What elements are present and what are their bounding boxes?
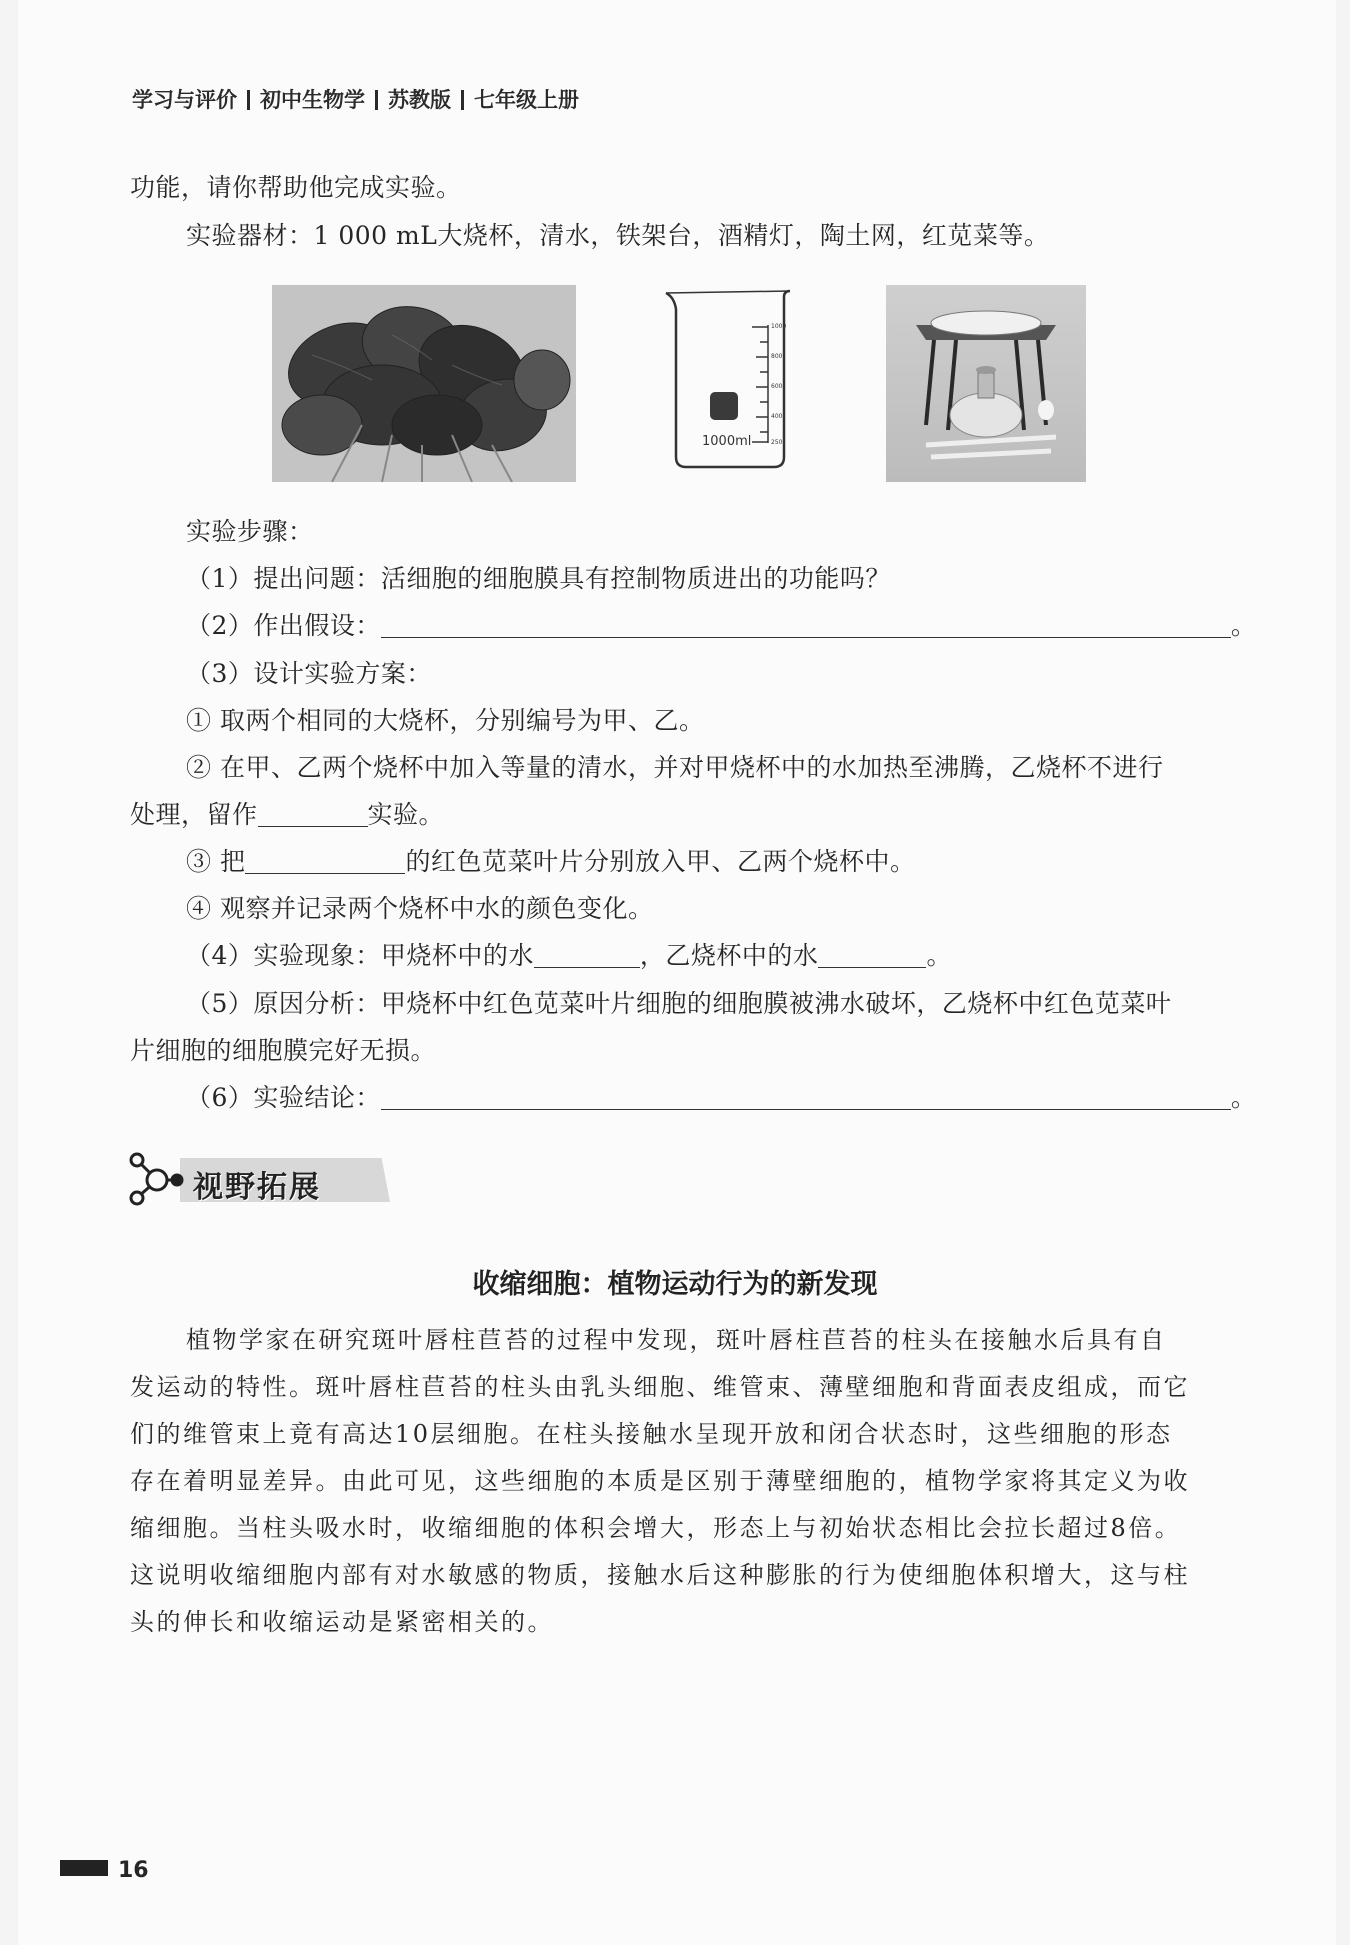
step-4-suffix: 。 <box>926 941 952 970</box>
step-6 <box>186 1082 1256 1114</box>
answer-blank-beaker-b[interactable] <box>818 941 926 968</box>
plan-2: ② 在甲、乙两个烧杯中加入等量的清水，并对甲烧杯中的水加热至沸腾，乙烧杯不进行 <box>186 753 1164 782</box>
beaker-drawing <box>660 287 798 475</box>
step-4-mid: ，乙烧杯中的水 <box>639 941 819 970</box>
beaker-tick-label: 600 <box>771 383 783 390</box>
molecule-icon <box>125 1148 187 1210</box>
page-number-marker <box>60 1860 108 1876</box>
plan-2-cont <box>130 799 444 831</box>
plan-3-prefix: ③ 把 <box>186 847 246 876</box>
plan-1: ① 取两个相同的大烧杯，分别编号为甲、乙。 <box>186 706 705 735</box>
plan-3-suffix: 的红色苋菜叶片分别放入甲、乙两个烧杯中。 <box>405 847 916 876</box>
materials-line: 实验器材：1 000 mL大烧杯，清水，铁架台，酒精灯，陶土网，红苋菜等。 <box>186 221 1050 250</box>
intro-line: 功能，请你帮助他完成实验。 <box>130 173 462 202</box>
plan-3 <box>186 846 915 878</box>
section-title: 视野拓展 <box>193 1170 321 1205</box>
beaker-tick-label: 1000 <box>771 323 787 330</box>
step-6-prefix: （6）实验结论： <box>186 1083 381 1112</box>
step-2-suffix: 。 <box>1230 611 1257 640</box>
answer-blank-conclusion[interactable] <box>381 1083 1231 1110</box>
steps-title: 实验步骤： <box>186 517 314 546</box>
step-4-prefix: （4）实验现象：甲烧杯中的水 <box>186 941 534 970</box>
step-2-prefix: （2）作出假设： <box>186 611 381 640</box>
step-1: （1）提出问题：活细胞的细胞膜具有控制物质进出的功能吗？ <box>186 564 891 593</box>
article-line: 这说明收缩细胞内部有对水敏感的物质，接触水后这种膨胀的行为使细胞体积增大，这与柱 <box>130 1561 1190 1589</box>
plan-2-prefix: 处理，留作 <box>130 800 258 829</box>
step-2 <box>186 610 1256 642</box>
step-6-suffix: 。 <box>1230 1083 1257 1112</box>
beaker-tick-label: 400 <box>771 413 783 420</box>
beaker-tick-label: 250 <box>771 439 783 446</box>
answer-blank-leaves[interactable] <box>245 847 405 874</box>
plan-2-suffix: 实验。 <box>367 800 445 829</box>
beaker-tick-label: 800 <box>771 353 783 360</box>
header-divider <box>461 90 464 110</box>
article-line: 植物学家在研究斑叶唇柱苣苔的过程中发现，斑叶唇柱苣苔的柱头在接触水后具有自 <box>186 1326 1167 1354</box>
answer-blank-hypothesis[interactable] <box>381 611 1231 638</box>
article-line: 们的维管束上竟有高达10层细胞。在柱头接触水呈现开放和闭合状态时，这些细胞的形态 <box>130 1420 1173 1448</box>
article-title: 收缩细胞：植物运动行为的新发现 <box>472 1269 878 1300</box>
section-heading <box>125 1148 355 1210</box>
plan-4: ④ 观察并记录两个烧杯中水的颜色变化。 <box>186 894 654 923</box>
page-number-text: 16 <box>118 1858 149 1883</box>
page-number <box>60 1858 149 1883</box>
header-edition: 苏教版 <box>388 88 451 112</box>
article-line: 缩细胞。当柱头吸水时，收缩细胞的体积会增大，形态上与初始状态相比会拉长超过8倍。 <box>130 1514 1182 1542</box>
step-5: （5）原因分析：甲烧杯中红色苋菜叶片细胞的细胞膜被沸水破坏，乙烧杯中红色苋菜叶 <box>186 989 1172 1018</box>
header-series: 学习与评价 <box>132 88 237 112</box>
amaranth-photo <box>272 285 576 482</box>
apparatus-figures <box>0 285 1350 485</box>
step-4 <box>186 940 952 972</box>
header-divider <box>375 90 378 110</box>
step-5-cont: 片细胞的细胞膜完好无损。 <box>130 1036 437 1065</box>
header-divider <box>247 90 250 110</box>
burner-stand-photo <box>886 285 1086 482</box>
article-line: 发运动的特性。斑叶唇柱苣苔的柱头由乳头细胞、维管束、薄壁细胞和背面表皮组成，而它 <box>130 1373 1190 1401</box>
article-line: 存在着明显差异。由此可见，这些细胞的本质是区别于薄壁细胞的，植物学家将其定义为收 <box>130 1467 1190 1495</box>
answer-blank-control[interactable] <box>258 800 368 827</box>
step-3: （3）设计实验方案： <box>186 659 432 688</box>
running-header <box>132 84 579 114</box>
header-subject: 初中生物学 <box>260 88 365 112</box>
article-line: 头的伸长和收缩运动是紧密相关的。 <box>130 1608 554 1636</box>
header-grade: 七年级上册 <box>474 88 579 112</box>
beaker-volume-label: 1000ml <box>702 434 752 449</box>
answer-blank-beaker-a[interactable] <box>534 941 640 968</box>
